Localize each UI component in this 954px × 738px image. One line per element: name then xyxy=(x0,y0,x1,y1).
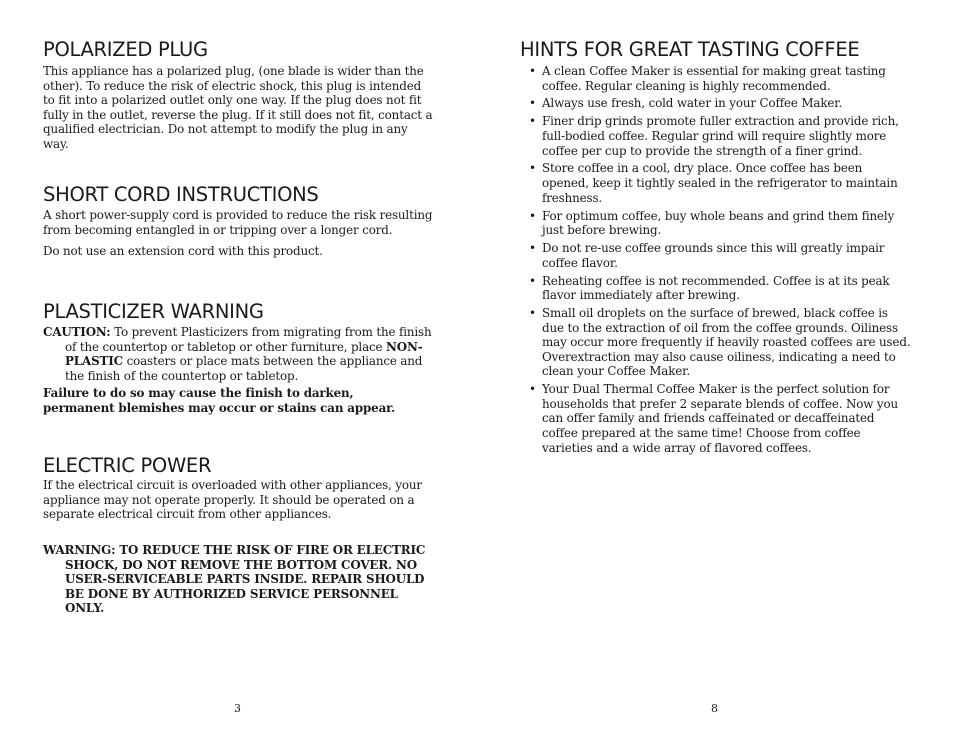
short-cord-text: A short power-supply cord is provided to reduce the risk resulting from becoming entangled in or tripping over a longer cord. xyxy=(43,208,433,237)
bullet-icon: • xyxy=(529,305,536,320)
hint-text: A clean Coffee Maker is essential for making great tasting coffee. Regular cleaning is highly recommended. xyxy=(542,64,886,93)
polarized-plug-heading: POLARIZED PLUG xyxy=(43,38,208,61)
bullet-icon: • xyxy=(529,273,536,288)
caution-text-2: coasters or place mats between the appliance and the finish of the countertop or tabletop. xyxy=(65,354,423,383)
list-item xyxy=(520,306,912,379)
list-item xyxy=(520,161,912,205)
list-item xyxy=(520,209,912,238)
hint-text: Do not re-use coffee grounds since this will greatly impair coffee flavor. xyxy=(542,241,885,270)
hint-text: Finer drip grinds promote fuller extraction and provide rich, full-bodied coffee. Regular grind will require slightly more coffee per cup to provide the strength of a finer grind. xyxy=(542,114,899,158)
bullet-icon: • xyxy=(529,208,536,223)
plasticizer-failure-text: Failure to do so may cause the finish to darken, permanent blemishes may occur or stains can appear. xyxy=(43,386,396,415)
hint-text: Store coffee in a cool, dry place. Once coffee has been opened, keep it tightly sealed in the refrigerator to maintain freshness. xyxy=(542,161,898,205)
hints-list xyxy=(520,64,912,459)
hint-text: Reheating coffee is not recommended. Coffee is at its peak flavor immediately after brewing. xyxy=(542,273,890,303)
bullet-icon: • xyxy=(529,382,536,397)
list-item xyxy=(520,64,912,93)
short-cord-heading: SHORT CORD INSTRUCTIONS xyxy=(43,183,319,206)
extension-cord-text: Do not use an extension cord with this product. xyxy=(43,244,323,258)
bullet-icon: • xyxy=(529,161,536,176)
plasticizer-caution xyxy=(43,325,439,383)
caution-text-1: To prevent Plasticizers from migrating from the finish of the countertop or tabletop or other furniture, place xyxy=(65,325,432,354)
hint-text: Your Dual Thermal Coffee Maker is the perfect solution for households that prefer 2 separate blends of coffee. Now you can offer family and friends caffeinated or decaffeinated coffee prepared at the same time! Choose from coffee varieties and a wide array of flavored coffees. xyxy=(542,382,898,455)
list-item xyxy=(520,241,912,270)
hint-text: Small oil droplets on the surface of brewed, black coffee is due to the extraction of oil from the coffee grounds. Oiliness may occur more frequently if heavily roasted coffees are used. Overextraction may also cause oiliness, indicating a need to clean your Coffee Maker. xyxy=(542,305,911,379)
non-plastic-label: NON-PLASTIC xyxy=(65,339,423,369)
electric-power-heading: ELECTRIC POWER xyxy=(43,454,212,477)
list-item xyxy=(520,114,912,158)
bullet-icon: • xyxy=(529,114,536,129)
page-number-right: 8 xyxy=(711,702,718,715)
hints-heading: HINTS FOR GREAT TASTING COFFEE xyxy=(520,38,860,61)
polarized-plug-text: This appliance has a polarized plug, (one blade is wider than the other). To reduce the risk of electric shock, this plug is intended to fit into a polarized outlet only one way. If the plug does not fit fully in the outlet, reverse the plug. If it still does not fit, contact a qualified electrician. Do not attempt to modify the plug in any way. xyxy=(43,64,433,151)
electric-warning-text: WARNING: TO REDUCE THE RISK OF FIRE OR ELECTRIC SHOCK, DO NOT REMOVE THE BOTTOM COVER. NO USER-SERVICEABLE PARTS INSIDE. REPAIR SHOULD BE DONE BY AUTHORIZED SERVICE PERSONNEL ONLY. xyxy=(43,543,426,616)
bullet-icon: • xyxy=(529,64,536,78)
list-item xyxy=(520,274,912,303)
page-number-left: 3 xyxy=(234,702,241,715)
bullet-icon: • xyxy=(529,96,536,111)
hint-text: Always use fresh, cold water in your Coffee Maker. xyxy=(542,96,843,111)
list-item xyxy=(520,382,912,455)
electric-power-text: If the electrical circuit is overloaded with other appliances, your appliance may not operate properly. It should be operated on a separate electrical circuit from other appliances. xyxy=(43,478,422,522)
hint-text: For optimum coffee, buy whole beans and grind them finely just before brewing. xyxy=(542,208,895,238)
bullet-icon: • xyxy=(529,241,536,256)
list-item xyxy=(520,96,912,111)
plasticizer-heading: PLASTICIZER WARNING xyxy=(43,300,264,323)
caution-label: CAUTION: xyxy=(43,325,111,339)
